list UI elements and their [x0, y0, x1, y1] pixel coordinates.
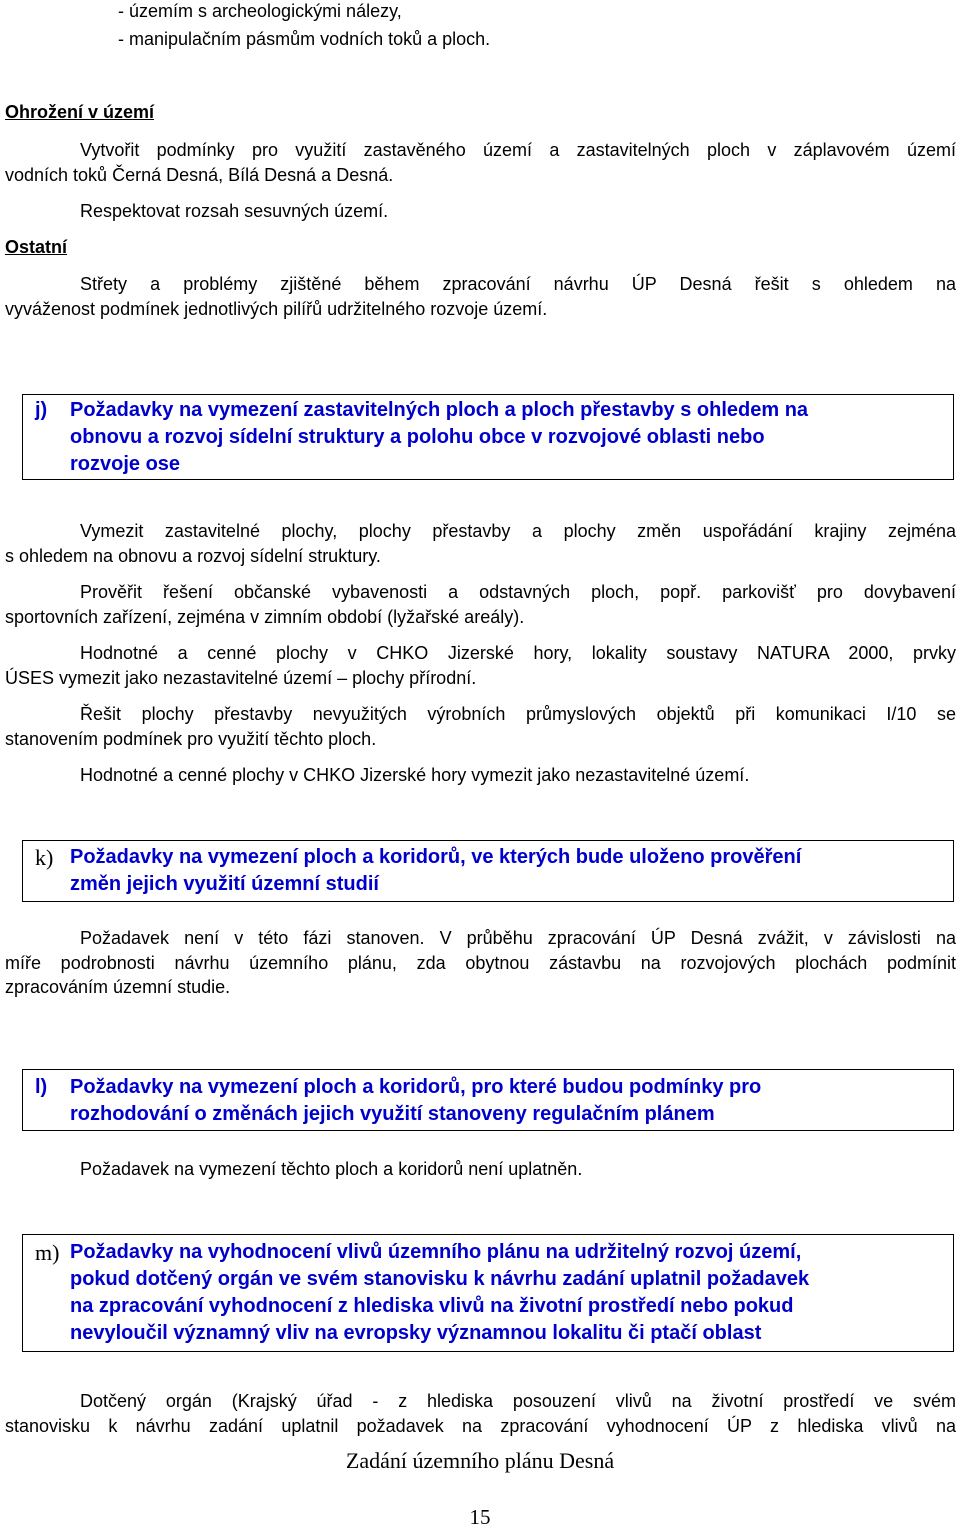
paragraph	[5, 641, 956, 690]
text-line: ÚSES vymezit jako nezastavitelné území – plochy přírodní.	[5, 667, 477, 688]
section-l-title-box	[22, 1069, 954, 1131]
text-line: vodních toků Černá Desná, Bílá Desná a Desná.	[5, 164, 394, 185]
paragraph	[5, 702, 956, 751]
paragraph	[5, 138, 956, 187]
text-line: s ohledem na obnovu a rozvoj sídelní struktury.	[5, 545, 381, 566]
title-line: nevyloučil významný vliv na evropsky významnou lokalitu či ptačí oblast	[70, 1322, 762, 1344]
text-line: Prověřit řešení občanské vybavenosti a odstavných ploch, popř. parkovišť pro dovybavení	[80, 582, 956, 602]
text-line: stanovisku k návrhu zadání uplatnil požadavek na zpracování vyhodnocení ÚP z hlediska vlivů na	[5, 1415, 956, 1436]
text-line: Vymezit zastavitelné plochy, plochy přestavby a plochy změn uspořádání krajiny zejména	[80, 521, 956, 541]
list-item: - územím s archeologickými nálezy,	[118, 1, 402, 21]
paragraph: Respektovat rozsah sesuvných území.	[80, 201, 389, 221]
section-letter: m)	[35, 1240, 60, 1265]
text-line: stanovením podmínek pro využití těchto ploch.	[5, 728, 377, 749]
title-line: pokud dotčený orgán ve svém stanovisku k návrhu zadání uplatnil požadavek	[70, 1268, 810, 1290]
text-line: Hodnotné a cenné plochy v CHKO Jizerské hory, lokality soustavy NATURA 2000, prvky	[80, 643, 956, 663]
section-j-title-box	[22, 394, 954, 480]
paragraph	[5, 1389, 956, 1438]
paragraph: Požadavek na vymezení těchto ploch a koridorů není uplatněn.	[80, 1159, 583, 1179]
text-line: Dotčený orgán (Krajský úřad - z hlediska posouzení vlivů na životní prostředí ve svém	[80, 1391, 956, 1411]
text-line: Střety a problémy zjištěné během zpracování návrhu ÚP Desná řešit s ohledem na	[80, 274, 956, 294]
section-k-title-box	[22, 840, 954, 902]
text-line: sportovních zařízení, zejména v zimním období (lyžařské areály).	[5, 606, 525, 627]
text-line: vyváženost podmínek jednotlivých pilířů udržitelného rozvoje území.	[5, 298, 548, 319]
section-title	[70, 1239, 943, 1347]
paragraph	[5, 272, 956, 321]
paragraph	[5, 519, 956, 568]
section-letter: j)	[35, 399, 48, 421]
title-line: Požadavky na vymezení zastavitelných ploch a ploch přestavby s ohledem na	[70, 399, 809, 421]
title-line: na zpracování vyhodnocení z hlediska vlivů na životní prostředí nebo pokud	[70, 1295, 794, 1317]
text-line: Požadavek není v této fázi stanoven. V průběhu zpracování ÚP Desná zvážit, v závislosti na	[80, 928, 956, 948]
title-line: rozvoje ose	[70, 453, 181, 475]
title-line: rozhodování o změnách jejich využití stanoveny regulačním plánem	[70, 1103, 715, 1125]
title-line: obnovu a rozvoj sídelní struktury a polohu obce v rozvojové oblasti nebo	[70, 426, 765, 448]
text-line: zpracováním územní studie.	[5, 977, 231, 997]
title-line: Požadavky na vyhodnocení vlivů územního plánu na udržitelný rozvoj území,	[70, 1241, 802, 1263]
section-title	[70, 1074, 943, 1128]
section-letter: k)	[35, 845, 54, 870]
section-heading-ostatni: Ostatní	[5, 237, 68, 257]
section-title	[70, 397, 943, 478]
paragraph: Hodnotné a cenné plochy v CHKO Jizerské hory vymezit jako nezastavitelné území.	[80, 765, 750, 785]
page-number: 15	[469, 1505, 491, 1529]
section-m-title-box	[22, 1234, 954, 1352]
text-line: Řešit plochy přestavby nevyužitých výrobních průmyslových objektů při komunikaci I/10 se	[80, 704, 956, 724]
section-heading-ohrozeni: Ohrožení v území	[5, 102, 155, 122]
text-line: Vytvořit podmínky pro využití zastavěného území a zastavitelných ploch v záplavovém území	[80, 140, 956, 160]
section-letter: l)	[35, 1076, 48, 1098]
section-title	[70, 844, 943, 898]
paragraph	[5, 926, 956, 1000]
title-line: Požadavky na vymezení ploch a koridorů, ve kterých bude uloženo prověření	[70, 846, 802, 868]
footer-title: Zadání územního plánu Desná	[345, 1448, 615, 1473]
paragraph	[5, 580, 956, 629]
title-line: změn jejich využití územní studií	[70, 873, 379, 895]
title-line: Požadavky na vymezení ploch a koridorů, pro které budou podmínky pro	[70, 1076, 762, 1098]
text-line: míře podrobnosti návrhu územního plánu, zda obytnou zástavbu na rozvojových plochách podmínit	[5, 952, 956, 973]
list-item: - manipulačním pásmům vodních toků a ploch.	[118, 29, 491, 49]
